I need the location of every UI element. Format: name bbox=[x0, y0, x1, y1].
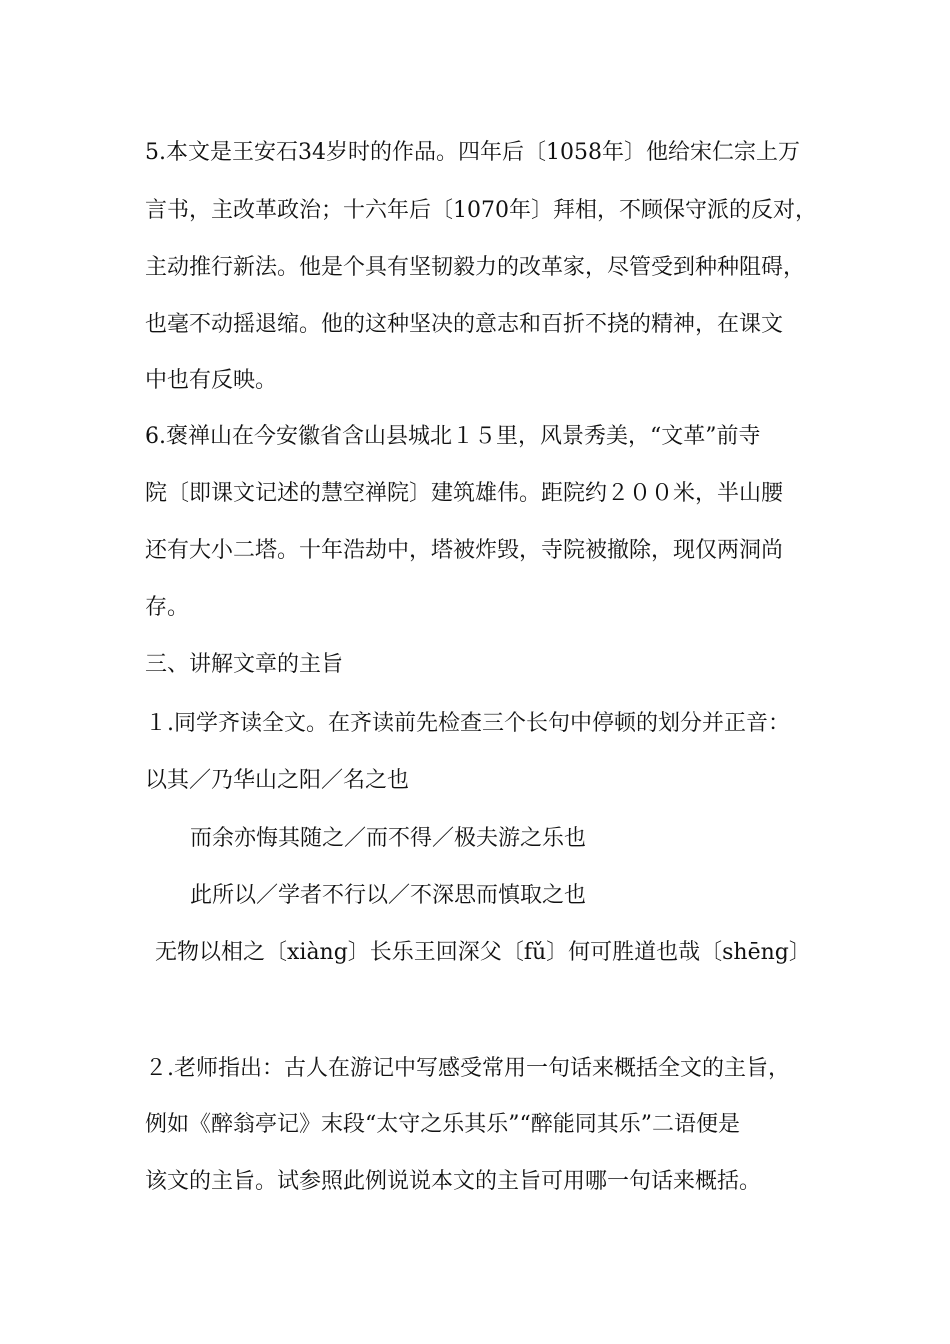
paragraph-6-line-1: 6.褒禅山在今安徽省含山县城北１５里，风景秀美，“文革”前寺 bbox=[145, 424, 761, 449]
paragraph-5-line-3: 主动推行新法。他是个具有坚韧毅力的改革家，尽管受到种种阻碍， bbox=[145, 255, 806, 280]
paragraph-6-line-3: 还有大小二塔。十年浩劫中，塔被炸毁，寺院被撤除，现仅两洞尚 bbox=[145, 538, 784, 563]
item-2-line-3: 该文的主旨。试参照此例说说本文的主旨可用哪一句话来概括。 bbox=[145, 1169, 762, 1194]
paragraph-6-line-4: 存。 bbox=[145, 595, 190, 620]
item-1-line: １.同学齐读全文。在齐读前先检查三个长句中停顿的划分并正音： bbox=[145, 711, 790, 736]
pause-example-1: 以其／乃华山之阳／名之也 bbox=[145, 768, 410, 793]
item-2-line-1: ２.老师指出：古人在游记中写感受常用一句话来概括全文的主旨， bbox=[145, 1056, 790, 1081]
paragraph-5-line-1: 5.本文是王安石34岁时的作品。四年后〔1058年〕他给宋仁宗上万 bbox=[145, 140, 800, 165]
section-heading: 三、讲解文章的主旨 bbox=[145, 652, 344, 677]
paragraph-6-line-2: 院〔即课文记述的慧空禅院〕建筑雄伟。距院约２００米，半山腰 bbox=[145, 481, 784, 506]
paragraph-5-line-5: 中也有反映。 bbox=[145, 368, 278, 393]
pause-example-2: 而余亦悔其随之／而不得／极夫游之乐也 bbox=[190, 826, 587, 851]
paragraph-5-line-2: 言书，主改革政治；十六年后〔1070年〕拜相，不顾保守派的反对， bbox=[145, 198, 817, 223]
item-2-line-2: 例如《醉翁亭记》末段“太守之乐其乐”“醉能同其乐”二语便是 bbox=[145, 1112, 740, 1137]
pause-example-3: 此所以／学者不行以／不深思而慎取之也 bbox=[190, 883, 587, 908]
pronunciation-line: 无物以相之〔xiàng〕长乐王回深父〔fǔ〕何可胜道也哉〔shēng〕 bbox=[155, 940, 811, 965]
paragraph-5-line-4: 也毫不动摇退缩。他的这种坚决的意志和百折不挠的精神，在课文 bbox=[145, 312, 784, 337]
